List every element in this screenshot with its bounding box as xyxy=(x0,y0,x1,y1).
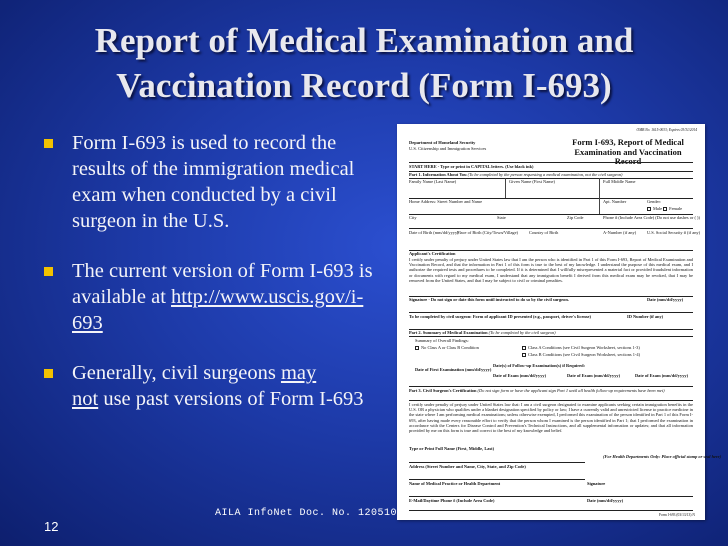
square-bullet-icon xyxy=(44,369,53,378)
form-city: City xyxy=(409,215,417,220)
bullet-text: Generally, civil surgeons xyxy=(72,362,281,384)
bullet-text: use past versions of Form I-693 xyxy=(98,388,364,410)
form-given-name: Given Name (First Name) xyxy=(509,179,555,184)
form-phone: Phone # (Include Area Code) (Do not use dashes or ( )) xyxy=(603,215,700,220)
form-pob: Place of Birth (City/Town/Village) xyxy=(457,230,519,235)
bullet-list xyxy=(40,130,390,436)
slide-title-line-2: Vaccination Record (Form I-693) xyxy=(116,66,612,105)
bullet-text: Form I-693 is used to record the results of the immigration medical exam when conducted by a civil surgeon in the U.S. xyxy=(72,132,355,232)
form-applicant-cert-text: I certify under penalty of perjury under United States law that I am the person who is identified in Part 1 of this Form I-693, Report of Medical Examination and Vaccination Record, and that the information in Part 1 of this form is true to the best of my knowledge. I understand the purpose of this medical exam, and I authorize the required tests and procedures to be completed. If it is determined that I willfully misrepresented a material fact or provided fraudulent information or documents with regard to my medical exam, I understand that any immigration benefit I derived from this medical exam may be revoked, that I may be removed from the United States, and that I may be subject to civil or criminal penalties. xyxy=(409,257,693,283)
form-id-number: ID Number (if any) xyxy=(627,314,664,319)
form-part1-header: Part 1. Information About You (To be completed by the person requesting a medical examination, not the civil surgeon) xyxy=(409,172,623,177)
form-apt: Apt. Number xyxy=(603,199,627,204)
form-ssn: U.S. Social Security # (if any) xyxy=(647,230,701,235)
form-signature-line: Signature - Do not sign or date this form until instructed to do so by the civil surgeon. xyxy=(409,297,569,302)
form-agency: Department of Homeland Security xyxy=(409,140,476,145)
bullet-item-purpose xyxy=(40,130,390,234)
form-title-line-2: Examination and Vaccination Record xyxy=(574,146,682,166)
form-omb: OMB No. 1615-0033; Expires 03/31/2014 xyxy=(636,128,697,132)
form-class-a: Class A Conditions (see Civil Surgeon Worksheet, sections 1-3) xyxy=(522,345,640,350)
square-bullet-icon xyxy=(44,139,53,148)
form-i693-image xyxy=(397,124,722,520)
form-country: Country of Birth xyxy=(529,230,559,235)
form-no-class: No Class A or Class B Condition xyxy=(415,345,479,350)
form-cs-cert-text: I certify under penalty of perjury under United States law that: I am a civil surgeon designated to examine applicants seeking certain immigration benefits in the U.S. OR a physician who qualifies under a blanket designation specified by policy or law; I have a currently valid and unrestricted license to practice medicine in the state where I am performing medical examinations; unless otherwise exempted, I performed this examination of the person identified in Part 1 of this Form I-693, after having made every reasonable effort to verify that the person whom I examined is the person identified in Part 1; that I performed the examination in accordance with the Centers for Disease Control and Prevention's Technical Instructions, and all supplemental information or updates; and that all information provided by me on this form is true and correct to the best of my knowledge and belief. xyxy=(409,402,693,434)
square-bullet-icon xyxy=(44,267,53,276)
form-part3-header: Part 3. Civil Surgeon's Certification (Do not sign form or have the applicant sign Part 1 until all health follow-up requirements have been met) xyxy=(409,388,665,393)
form-email: E-Mail/Daytime Phone # (Include Area Code) xyxy=(409,498,495,503)
form-date-line: Date (mm/dd/yyyy) xyxy=(647,297,684,302)
form-summary: Summary of Overall Findings: xyxy=(415,338,469,343)
form-start-here: START HERE - Type or print in CAPITAL letters. (Use black ink) xyxy=(409,164,534,169)
doc-number: AILA InfoNet Doc. No. 12051051 xyxy=(215,508,411,519)
bullet-item-current-version xyxy=(40,258,390,336)
slide-title-line-1: Report of Medical Examination and xyxy=(94,21,634,60)
slide-title xyxy=(0,18,728,108)
emphasis-not: not xyxy=(72,388,99,410)
form-followup: Date(s) of Follow-up Examination(s) if Required: xyxy=(493,363,585,368)
form-class-b: Class B Conditions (see Civil Surgeon Worksheet, sections 1-4) xyxy=(522,352,640,357)
form-middle-name: Full Middle Name xyxy=(603,179,636,184)
bullet-item-past-versions xyxy=(40,360,390,412)
form-dob: Date of Birth (mm/dd/yyyy) xyxy=(409,230,459,235)
form-family-name: Family Name (Last Name) xyxy=(409,179,457,184)
form-address: Address (Street Number and Name, City, State, and Zip Code) xyxy=(409,464,526,469)
form-health-dept: (For Health Departments Only: Place official stamp or seal here) xyxy=(603,454,722,459)
form-signature: Signature xyxy=(587,481,606,486)
form-date-exam-2: Date of Exam (mm/dd/yyyy) xyxy=(567,373,621,378)
form-date-exam-3: Date of Exam (mm/dd/yyyy) xyxy=(635,373,689,378)
emphasis-may: may xyxy=(280,362,317,384)
form-cs-complete: To be completed by civil surgeon: Form of applicant ID presented (e.g., passport, driver's license) xyxy=(409,314,591,319)
form-first-exam: Date of First Examination (mm/dd/yyyy) xyxy=(415,367,492,372)
form-title-line-1: Form I-693, Report of Medical xyxy=(572,137,684,147)
form-practice: Name of Medical Practice or Health Department xyxy=(409,481,501,486)
uscis-link[interactable]: http://www.uscis.gov/i-693 xyxy=(72,286,364,334)
form-home-address: Home Address: Street Number and Name xyxy=(409,199,483,204)
form-part2-header: Part 2. Summary of Medical Examination (To be completed by the civil surgeon) xyxy=(409,330,556,335)
form-agency-sub: U.S. Citizenship and Immigration Services xyxy=(409,146,487,151)
form-date-exam-1: Date of Exam (mm/dd/yyyy) xyxy=(493,373,547,378)
form-applicant-cert: Applicant's Certification xyxy=(409,251,456,256)
form-zip: Zip Code xyxy=(567,215,584,220)
form-gender: Gender: xyxy=(647,199,662,204)
form-date: Date (mm/dd/yyyy) xyxy=(587,498,624,503)
bullet-text: The current version of Form I-693 is available at xyxy=(72,260,373,308)
form-footer: Form I-693 (03/13/13) N xyxy=(658,513,695,517)
page-number: 12 xyxy=(44,519,59,534)
form-state: State xyxy=(497,215,506,220)
form-gender-options: Male Female xyxy=(647,206,682,211)
form-anumber: A-Number (if any) xyxy=(603,230,637,235)
form-type-name: Type or Print Full Name (First, Middle, Last) xyxy=(409,446,495,451)
